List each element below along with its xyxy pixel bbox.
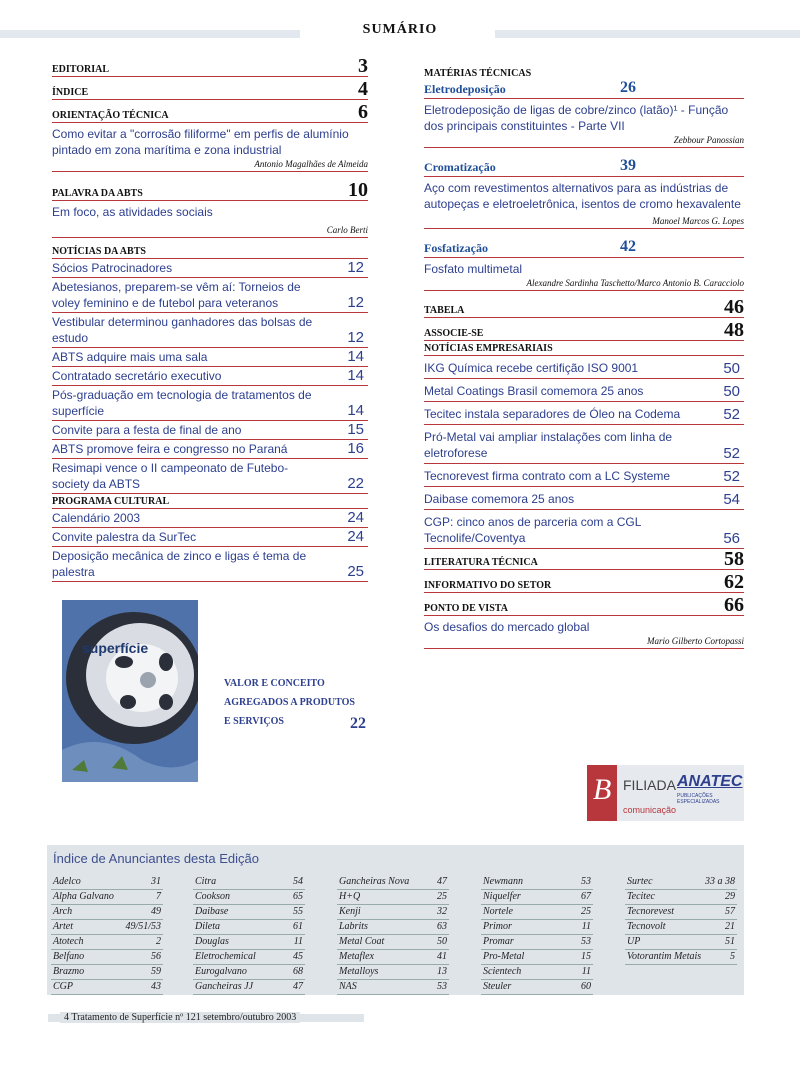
advertiser-name: Gancheiras JJ (195, 981, 254, 992)
advertiser-page: 11 (581, 921, 591, 932)
advertiser-page: 53 (437, 981, 447, 992)
page-number: 3 (358, 55, 368, 77)
advertiser-name: Atotech (53, 936, 84, 947)
advertiser-entry[interactable] (337, 950, 449, 965)
page-number: 15 (347, 421, 364, 438)
advertiser-page: 47 (293, 981, 303, 992)
advertisers-column (481, 875, 593, 995)
advertisers-column (337, 875, 449, 995)
section-orientacao[interactable]: ORIENTAÇÃO TÉCNICA 6 (52, 101, 368, 123)
advertiser-entry[interactable] (51, 980, 163, 995)
toc-entry[interactable] (424, 425, 744, 464)
logo-brand: ANATEC (677, 773, 743, 790)
toc-entry[interactable] (52, 348, 368, 367)
toc-entry-text: Vestibular determinou ganhadores das bolsas de estudo (52, 315, 313, 345)
logo-filiada: FILIADA (623, 777, 676, 793)
advertisers-column (193, 875, 305, 995)
advertiser-name: CGP (53, 981, 73, 992)
section-tabela[interactable]: TABELA 46 (424, 296, 744, 318)
toc-entry-text: ABTS promove feira e congresso no Paraná (52, 442, 288, 456)
advertiser-page: 68 (293, 966, 303, 977)
advertiser-name: Eurogalvano (195, 966, 247, 977)
advertiser-entry[interactable] (481, 980, 593, 995)
advertiser-entry[interactable] (51, 950, 163, 965)
advertisers-panel (47, 845, 744, 995)
advertiser-name: Daibase (195, 906, 229, 917)
page-number: 12 (347, 329, 364, 346)
section-literatura[interactable]: LITERATURA TÉCNICA 58 (424, 548, 744, 570)
sub-fosfat[interactable]: Fosfatização 42 (424, 239, 744, 258)
advertiser-page: 57 (725, 906, 735, 917)
wheel-image (62, 600, 198, 782)
advertiser-entry[interactable] (625, 950, 737, 965)
article-text: Aço com revestimentos alternativos para as indústrias de autopeças e eletroeletrônica, isentos de cromo hexavalente (424, 181, 741, 211)
article-text: Como evitar a "corrosão filiforme" em perfis de alumínio pintado em zona marítima e zona industrial (52, 127, 349, 157)
advertiser-name: Primor (483, 921, 512, 932)
toc-entry-text: Deposição mecânica de zinco e ligas é tema de palestra (52, 549, 307, 579)
toc-entry-text: Pós-graduação em tecnologia de tratamentos de superfície (52, 388, 312, 418)
advertiser-entry[interactable] (625, 935, 737, 950)
toc-entry-text: Abetesianos, preparem-se vêm aí: Torneios de voley feminino e de futebol para veteranos (52, 280, 301, 310)
advertiser-entry[interactable] (193, 950, 305, 965)
advertiser-page: 65 (293, 891, 303, 902)
page-number: 24 (347, 528, 364, 545)
advertiser-entry[interactable] (481, 920, 593, 935)
advertiser-name: Tecitec (627, 891, 655, 902)
page-number: 42 (620, 238, 636, 255)
advertiser-name: Belfano (53, 951, 85, 962)
advertiser-page: 61 (293, 921, 303, 932)
advertiser-entry[interactable] (193, 920, 305, 935)
article-text: Em foco, as atividades sociais (52, 205, 213, 219)
toc-entry[interactable] (52, 440, 368, 459)
empresariais-list (424, 356, 744, 549)
author: Carlo Berti (52, 224, 368, 238)
section-palavra[interactable]: PALAVRA DA ABTS 10 (52, 179, 368, 201)
photo-caption: superfície (82, 640, 149, 656)
advertiser-name: Metal Coat (339, 936, 385, 947)
advertiser-page: 2 (156, 936, 161, 947)
page-number: 58 (724, 548, 744, 570)
article-text: Fosfato multimetal (424, 262, 523, 276)
advertiser-page: 11 (581, 966, 591, 977)
page-number: 12 (347, 259, 364, 276)
advertiser-name: Labrits (339, 921, 368, 932)
logo-letter: B (593, 773, 612, 806)
toc-entry[interactable] (424, 402, 744, 425)
advertiser-entry[interactable] (51, 920, 163, 935)
page-number: 14 (347, 402, 364, 419)
advertiser-name: Surtec (627, 876, 653, 887)
advertisers-title: Índice de Anunciantes desta Edição (53, 851, 259, 866)
author: Mario Gilberto Cortopassi (424, 635, 744, 649)
toc-entry[interactable] (52, 421, 368, 440)
advertiser-name: Gancheiras Nova (339, 876, 410, 887)
sub-eletro[interactable]: Eletrodeposição 26 (424, 80, 744, 99)
advertiser-page: 25 (437, 891, 447, 902)
page-number: 54 (723, 491, 740, 508)
advertiser-page: 47 (437, 876, 447, 887)
advertiser-page: 51 (725, 936, 735, 947)
right-column (424, 66, 744, 649)
toc-entry[interactable] (52, 313, 368, 348)
article-text: Eletrodeposição de ligas de cobre/zinco (latão)¹ - Função dos principais constituintes - Parte VII (424, 103, 729, 133)
toc-entry-text: CGP: cinco anos de parceria com a CGL Tecnolife/Coventya (424, 515, 641, 545)
section-associe[interactable]: ASSOCIE-SE 48 (424, 319, 744, 341)
advertiser-page: 45 (293, 951, 303, 962)
page-number: 39 (620, 157, 636, 174)
page-number: 52 (723, 468, 740, 485)
toc-entry-text: IKG Química recebe certifição ISO 9001 (424, 361, 639, 375)
page-number: 4 (358, 78, 368, 100)
advertiser-name: Douglas (195, 936, 229, 947)
advertiser-entry[interactable] (625, 920, 737, 935)
advertiser-page: 43 (151, 981, 161, 992)
advertiser-page: 63 (437, 921, 447, 932)
advertiser-name: Promar (483, 936, 514, 947)
page-number: 50 (723, 360, 740, 377)
advertiser-name: Tecnorevest (627, 906, 675, 917)
article-text: Os desafios do mercado global (424, 620, 590, 634)
advertiser-name: Artet (53, 921, 73, 932)
section-informativo[interactable]: INFORMATIVO DO SETOR 62 (424, 571, 744, 593)
advertiser-page: 53 (581, 876, 591, 887)
page-number: 50 (723, 383, 740, 400)
toc-entry-text: Daibase comemora 25 anos (424, 492, 575, 506)
advertisers-column (625, 875, 737, 965)
advertiser-entry[interactable] (337, 965, 449, 980)
advertiser-page: 53 (581, 936, 591, 947)
toc-entry-text: Metal Coatings Brasil comemora 25 anos (424, 384, 644, 398)
advertiser-name: UP (627, 936, 641, 947)
toc-entry[interactable] (52, 278, 368, 313)
toc-entry-text: Pró-Metal vai ampliar instalações com linha de eletroforese (424, 430, 673, 460)
page-number: 66 (724, 594, 744, 616)
toc-entry[interactable] (424, 510, 744, 549)
sub-cromat[interactable]: Cromatização 39 (424, 158, 744, 177)
advertiser-entry[interactable] (337, 935, 449, 950)
section-editorial[interactable]: EDITORIAL 3 (52, 55, 368, 77)
advertiser-name: Kenji (339, 906, 361, 917)
advertiser-entry[interactable] (625, 890, 737, 905)
advertiser-page: 33 a 38 (705, 876, 735, 887)
page-title: SUMÁRIO (362, 22, 438, 37)
author: Alexandre Sardinha Taschetto/Marco Antonio B. Caracciolo (424, 277, 744, 291)
toc-entry[interactable] (52, 259, 368, 278)
advertiser-entry[interactable] (337, 875, 449, 890)
advertiser-page: 67 (581, 891, 591, 902)
anatec-logo (587, 765, 744, 821)
section-ponto[interactable]: PONTO DE VISTA 66 (424, 594, 744, 616)
author: Antonio Magalhães de Almeida (52, 158, 368, 172)
logo-sub: comunicação (623, 805, 677, 815)
advertiser-name: Steuler (483, 981, 512, 992)
advertiser-entry[interactable] (337, 980, 449, 995)
advertiser-name: Eletrochemical (195, 951, 256, 962)
page-number: 52 (723, 445, 740, 462)
advertiser-name: Newmann (483, 876, 523, 887)
page-number: 48 (724, 319, 744, 341)
page-number: 10 (348, 179, 368, 201)
advertiser-name: Alpha Galvano (53, 891, 114, 902)
advertiser-entry[interactable] (193, 875, 305, 890)
advertiser-entry[interactable] (337, 905, 449, 920)
advertiser-entry[interactable] (481, 905, 593, 920)
advertisers-column (51, 875, 163, 995)
advertiser-name: Metalloys (339, 966, 379, 977)
section-materias: MATÉRIAS TÉCNICAS (424, 68, 532, 79)
toc-entry-text: Convite palestra da SurTec (52, 530, 197, 544)
toc-entry-text: Tecnorevest firma contrato com a LC Systeme (424, 469, 671, 483)
section-programa: PROGRAMA CULTURAL (52, 494, 368, 509)
advertiser-page: 60 (581, 981, 591, 992)
page-number: 24 (347, 509, 364, 526)
advertiser-page: 55 (293, 906, 303, 917)
advertiser-name: Cookson (195, 891, 230, 902)
advertiser-name: Arch (53, 906, 73, 917)
toc-entry[interactable] (424, 356, 744, 379)
advertiser-entry[interactable] (337, 920, 449, 935)
advertiser-name: Pro-Metal (483, 951, 525, 962)
toc-entry-text: ABTS adquire mais uma sala (52, 350, 208, 364)
advertiser-entry[interactable] (481, 935, 593, 950)
advertiser-page: 54 (293, 876, 303, 887)
advertiser-name: Dileta (195, 921, 220, 932)
page-number: 22 (350, 715, 366, 732)
toc-entry-text: Calendário 2003 (52, 511, 141, 525)
advertiser-page: 49/51/53 (125, 921, 161, 932)
page-number: 14 (347, 367, 364, 384)
advertiser-name: Adelco (53, 876, 81, 887)
footer-text: 4 Tratamento de Superfície nº 121 setembro/outubro 2003 (60, 1012, 300, 1023)
advertiser-name: Nortele (483, 906, 513, 917)
toc-entry[interactable] (424, 379, 744, 402)
advertiser-entry[interactable] (193, 905, 305, 920)
advertiser-name: Scientech (483, 966, 522, 977)
advertiser-page: 31 (151, 876, 161, 887)
advertiser-entry[interactable] (51, 905, 163, 920)
toc-entry[interactable] (52, 367, 368, 386)
page-number: 12 (347, 294, 364, 311)
toc-entry[interactable] (52, 509, 368, 528)
toc-entry[interactable] (52, 528, 368, 547)
advertiser-page: 21 (725, 921, 735, 932)
toc-entry-text: Resimapi vence o II campeonato de Futebo-society da ABTS (52, 461, 289, 491)
page-number: 26 (620, 79, 636, 96)
advertiser-name: Citra (195, 876, 217, 887)
page-number: 25 (347, 563, 364, 580)
left-column (52, 55, 368, 582)
page-number: 14 (347, 348, 364, 365)
toc-entry[interactable] (424, 464, 744, 487)
page-number: 6 (358, 101, 368, 123)
advertiser-page: 11 (293, 936, 303, 947)
advertiser-page: 29 (725, 891, 735, 902)
page-number: 16 (347, 440, 364, 457)
toc-entry-text: Sócios Patrocinadores (52, 261, 173, 275)
programa-list (52, 509, 368, 582)
advertiser-name: Brazmo (53, 966, 85, 977)
advertiser-page: 32 (437, 906, 447, 917)
toc-entry-text: Contratado secretário executivo (52, 369, 222, 383)
toc-entry-text: Tecitec instala separadores de Óleo na Codema (424, 407, 681, 421)
advertiser-entry[interactable] (193, 965, 305, 980)
advertiser-name: Votorantim Metais (627, 951, 702, 962)
advertiser-entry[interactable] (481, 965, 593, 980)
advertiser-page: 15 (581, 951, 591, 962)
advertiser-entry[interactable] (193, 980, 305, 995)
advertiser-name: Tecnovolt (627, 921, 666, 932)
section-empresariais: NOTÍCIAS EMPRESARIAIS (424, 341, 744, 356)
advertiser-entry[interactable] (51, 875, 163, 890)
section-indice[interactable]: ÍNDICE 4 (52, 78, 368, 100)
cover-photo (62, 600, 198, 782)
advertiser-page: 59 (151, 966, 161, 977)
advertiser-entry[interactable] (193, 935, 305, 950)
advertiser-entry[interactable] (193, 890, 305, 905)
toc-entry[interactable] (52, 459, 368, 494)
advertiser-entry[interactable] (481, 875, 593, 890)
logo-small: PUBLICAÇÕES ESPECIALIZADAS (677, 793, 720, 805)
noticias-list (52, 259, 368, 494)
toc-entry[interactable] (424, 487, 744, 510)
page-number: 56 (723, 530, 740, 547)
advertiser-entry[interactable] (51, 890, 163, 905)
advertiser-entry[interactable] (481, 890, 593, 905)
page-number: 22 (347, 475, 364, 492)
advertiser-name: NAS (339, 981, 357, 992)
advertiser-entry[interactable] (51, 935, 163, 950)
advertiser-name: Niquelfer (483, 891, 521, 902)
advertiser-page: 13 (437, 966, 447, 977)
toc-entry[interactable] (52, 386, 368, 421)
section-noticias: NOTÍCIAS DA ABTS (52, 244, 368, 259)
advertiser-entry[interactable] (337, 890, 449, 905)
page-number: 62 (724, 571, 744, 593)
advertiser-entry[interactable] (51, 965, 163, 980)
advertiser-page: 7 (156, 891, 161, 902)
page-number: 52 (723, 406, 740, 423)
advertiser-page: 50 (437, 936, 447, 947)
advertiser-page: 5 (730, 951, 735, 962)
advertiser-page: 56 (151, 951, 161, 962)
advertiser-entry[interactable] (481, 950, 593, 965)
advertiser-entry[interactable] (625, 905, 737, 920)
toc-entry[interactable] (52, 547, 368, 582)
author: Manoel Marcos G. Lopes (424, 215, 744, 229)
advertiser-page: 41 (437, 951, 447, 962)
valor-link[interactable]: VALOR E CONCEITO AGREGADOS A PRODUTOS E SERVIÇOS 22 (224, 678, 366, 732)
advertiser-page: 49 (151, 906, 161, 917)
page-number: 46 (724, 296, 744, 318)
toc-entry-text: Convite para a festa de final de ano (52, 423, 242, 437)
author: Zebbour Panossian (424, 134, 744, 148)
advertiser-page: 25 (581, 906, 591, 917)
advertiser-entry[interactable] (625, 875, 737, 890)
advertiser-name: H+Q (339, 891, 361, 902)
advertiser-name: Metaflex (339, 951, 374, 962)
